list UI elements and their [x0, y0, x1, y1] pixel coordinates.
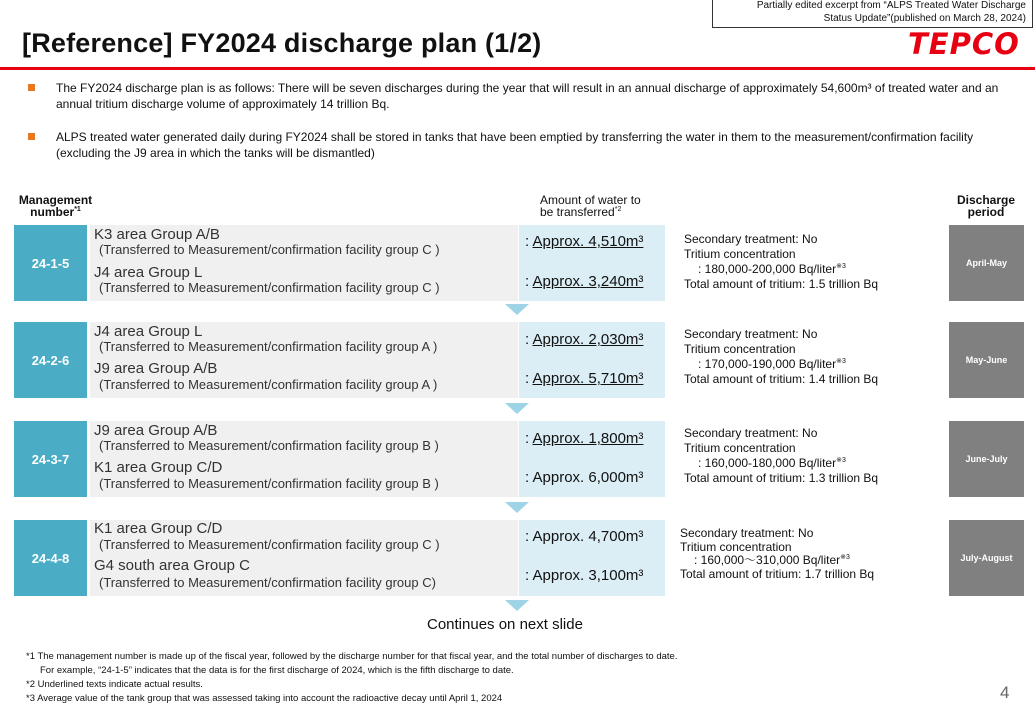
discharge-block [14, 520, 1024, 596]
bullet-text: ALPS treated water generated daily during FY2024 shall be stored in tanks that have been emptied by transferring the water in them to the measurement/confirmation facility (excluding the J9 area in which the tanks will be dismantled) [56, 130, 974, 160]
source-note [712, 0, 1033, 28]
tepco-logo: TEPCO [908, 27, 1020, 61]
tritium-info: Secondary treatment: No Tritium concentration : 170,000-190,000 Bq/liter$^{※3}$ Total amount of tritium: 1.4 trillion Bq [678, 327, 936, 391]
amount-row: : Approx. 6,000m³ [525, 469, 644, 486]
amount-panel [519, 322, 665, 398]
tritium-info: Secondary treatment: No Tritium concentration : 160,000～310,000 Bq/liter$^{※3}$ Total amount of tritium: 1.7 trillion Bq [674, 527, 936, 591]
area-name: K1 area Group C/D [94, 459, 223, 476]
discharge-period: April-May [949, 225, 1024, 301]
amount-value: Approx. 4,510m³ [532, 233, 644, 250]
amount-value: Approx. 4,700m³ [532, 528, 644, 545]
discharge-period: June-July [949, 421, 1024, 497]
amount-value: Approx. 1,800m³ [532, 430, 644, 447]
area-name: J4 area Group L [94, 323, 203, 340]
area-panel [90, 421, 518, 497]
area-name: J9 area Group A/B [94, 422, 218, 439]
footnote: *3 Average value of the tank group that was assessed taking into account the radioactive decay until April 1, 2024 [26, 693, 503, 704]
bullet-square-icon [28, 133, 35, 140]
discharge-block [14, 225, 1024, 301]
source-note-line2: Status Update”(published on March 28, 2024) [823, 13, 1026, 24]
area-transfer-note: (Transferred to Measurement/confirmation facility group B ) [99, 476, 439, 491]
down-arrow-icon [505, 403, 529, 414]
title-divider [0, 67, 1035, 70]
amount-row: : Approx. 3,100m³ [525, 567, 644, 584]
area-transfer-note: (Transferred to Measurement/confirmation facility group C ) [99, 537, 440, 552]
amount-value: Approx. 5,710m³ [532, 370, 644, 387]
area-panel [90, 520, 518, 596]
page-title: [Reference] FY2024 discharge plan (1/2) [22, 28, 542, 58]
amount-panel [519, 225, 665, 301]
amount-value: Approx. 2,030m³ [532, 331, 644, 348]
discharge-period: July-August [949, 520, 1024, 596]
area-transfer-note: (Transferred to Measurement/confirmation facility group A ) [99, 377, 438, 392]
amount-row: : Approx. 4,510m³ [525, 233, 644, 250]
header-discharge-period: Discharge period [956, 193, 1016, 219]
amount-value: Approx. 3,100m³ [532, 567, 644, 584]
amount-value: Approx. 3,240m³ [532, 273, 644, 290]
amount-row: : Approx. 4,700m³ [525, 528, 644, 545]
footnote: *2 Underlined texts indicate actual results. [26, 679, 203, 690]
footnote: *1 The management number is made up of the fiscal year, followed by the discharge number for that fiscal year, and the total number of discharges to date. [26, 651, 678, 662]
area-name: J4 area Group L [94, 264, 203, 281]
amount-row: : Approx. 2,030m³ [525, 331, 644, 348]
management-number: 24-1-5 [14, 225, 87, 301]
down-arrow-icon [505, 600, 529, 611]
down-arrow-icon [505, 304, 529, 315]
area-name: J9 area Group A/B [94, 360, 218, 377]
management-number: 24-2-6 [14, 322, 87, 398]
header-amount: Amount of water to be transferred$^{*2}$ [540, 193, 641, 219]
header-management-number: Management number$^{*1}$ [18, 193, 93, 219]
bullet-square-icon [28, 84, 35, 91]
management-number: 24-3-7 [14, 421, 87, 497]
amount-row: : Approx. 1,800m³ [525, 430, 644, 447]
area-transfer-note: (Transferred to Measurement/confirmation facility group C) [99, 575, 436, 590]
continues-note: Continues on next slide [427, 616, 583, 633]
discharge-period: May-June [949, 322, 1024, 398]
discharge-block [14, 322, 1024, 398]
area-transfer-note: (Transferred to Measurement/confirmation facility group A ) [99, 339, 438, 354]
amount-row: : Approx. 3,240m³ [525, 273, 644, 290]
management-number: 24-4-8 [14, 520, 87, 596]
down-arrow-icon [505, 502, 529, 513]
tritium-info: Secondary treatment: No Tritium concentration : 180,000-200,000 Bq/liter$^{※3}$ Total amount of tritium: 1.5 trillion Bq [678, 232, 936, 296]
area-name: G4 south area Group C [94, 557, 250, 574]
footnote: For example, “24-1-5” indicates that the data is for the first discharge of 2024, which is the fifth discharge to date. [40, 665, 514, 676]
area-name: K3 area Group A/B [94, 226, 220, 243]
page-number: 4 [1000, 683, 1010, 702]
bullet-text: The FY2024 discharge plan is as follows: There will be seven discharges during the year that will result in an annual discharge of approximately 54,600m³ of treated water and an annual tritium discharge volume of approximately 14 trillion Bq. [56, 81, 999, 111]
amount-panel [519, 520, 665, 596]
area-transfer-note: (Transferred to Measurement/confirmation facility group C ) [99, 242, 440, 257]
amount-panel [519, 421, 665, 497]
area-panel [90, 225, 518, 301]
amount-value: Approx. 6,000m³ [532, 469, 644, 486]
tritium-info: Secondary treatment: No Tritium concentration : 160,000-180,000 Bq/liter$^{※3}$ Total amount of tritium: 1.3 trillion Bq [678, 426, 936, 490]
area-name: K1 area Group C/D [94, 520, 223, 537]
area-panel [90, 322, 518, 398]
source-note-line1: Partially edited excerpt from “ALPS Treated Water Discharge [756, 0, 1026, 11]
amount-row: : Approx. 5,710m³ [525, 370, 644, 387]
area-transfer-note: (Transferred to Measurement/confirmation facility group C ) [99, 280, 440, 295]
area-transfer-note: (Transferred to Measurement/confirmation facility group B ) [99, 438, 439, 453]
discharge-block [14, 421, 1024, 497]
footnotes [26, 650, 677, 706]
